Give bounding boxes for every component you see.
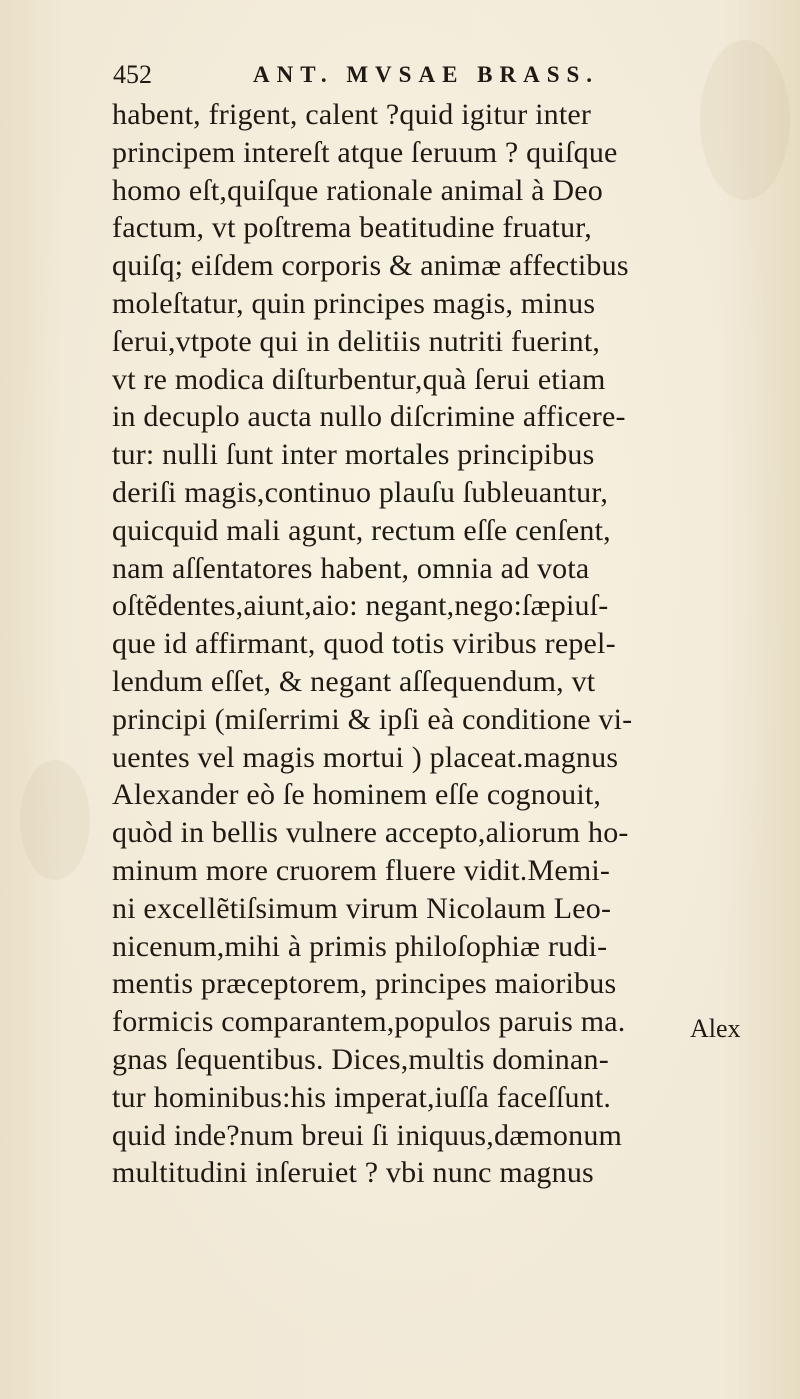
page-number: 452 bbox=[113, 60, 152, 89]
text-line: homo eſt,quiſque rationale animal à Deo bbox=[112, 173, 603, 207]
text-line: principem intereſt atque ſeruum ? quiſque bbox=[112, 135, 618, 169]
running-head: ANT. MVSAE BRASS. bbox=[253, 62, 600, 87]
text-line: quicquid mali agunt, rectum eſſe cenſent, bbox=[112, 513, 611, 547]
text-line: tur hominibus:his imperat,iuſſa faceſſunt. bbox=[112, 1080, 612, 1114]
text-line: nicenum,mihi à primis philoſophiæ rudi- bbox=[112, 929, 608, 963]
text-line: formicis comparantem,populos paruis ma. bbox=[112, 1005, 626, 1039]
text-line: habent, frigent, calent ?quid igitur inter bbox=[112, 98, 592, 131]
text-line: quiſq; eiſdem corporis & animæ affectibus bbox=[112, 249, 629, 283]
text-line: oſtẽdentes,aiunt,aio: negant,nego:ſæpiuſ- bbox=[112, 589, 609, 623]
text-line: multitudini inſeruiet ? vbi nunc magnus bbox=[112, 1156, 594, 1190]
text-line: tur: nulli ſunt inter mortales principibus bbox=[112, 438, 595, 472]
page-header bbox=[113, 58, 753, 98]
text-line: Alexander eò ſe hominem eſſe cognouit, bbox=[112, 778, 602, 812]
text-line: nam aſſentatores habent, omnia ad vota bbox=[112, 551, 590, 585]
text-line: minum more cruorem fluere vidit.Memi- bbox=[112, 853, 611, 887]
text-line: gnas ſequentibus. Dices,multis dominan- bbox=[112, 1042, 609, 1076]
text-line: in decuplo aucta nullo diſcrimine afficere- bbox=[112, 400, 626, 434]
catchword: Alex bbox=[690, 1014, 741, 1043]
text-line: mentis præceptorem, principes maioribus bbox=[112, 967, 617, 1001]
text-line: principi (miſerrimi & ipſi eà conditione vi- bbox=[112, 702, 633, 736]
text-line: factum, vt poſtrema beatitudine fruatur, bbox=[112, 211, 592, 245]
text-line: uentes vel magis mortui ) placeat.magnus bbox=[112, 740, 619, 774]
text-line: quid inde?num breui ſi iniquus,dæmonum bbox=[112, 1118, 623, 1152]
text-line: ſerui,vtpote qui in delitiis nutriti fuerint, bbox=[112, 324, 601, 358]
text-line: ni excellẽtiſsimum virum Nicolaum Leo- bbox=[112, 891, 612, 925]
text-line: lendum eſſet, & negant aſſequendum, vt bbox=[112, 664, 596, 698]
text-line: quòd in bellis vulnere accepto,aliorum ho- bbox=[112, 816, 629, 850]
text-line: deriſi magis,continuo plauſu ſubleuantur, bbox=[112, 475, 609, 509]
text-line: moleſtatur, quin principes magis, minus bbox=[112, 286, 596, 320]
text-line: vt re modica diſturbentur,quà ſerui etiam bbox=[112, 362, 606, 396]
paper-stain bbox=[20, 760, 90, 880]
text-line: que id affirmant, quod totis viribus repel- bbox=[112, 627, 616, 661]
body-text bbox=[112, 96, 772, 1192]
